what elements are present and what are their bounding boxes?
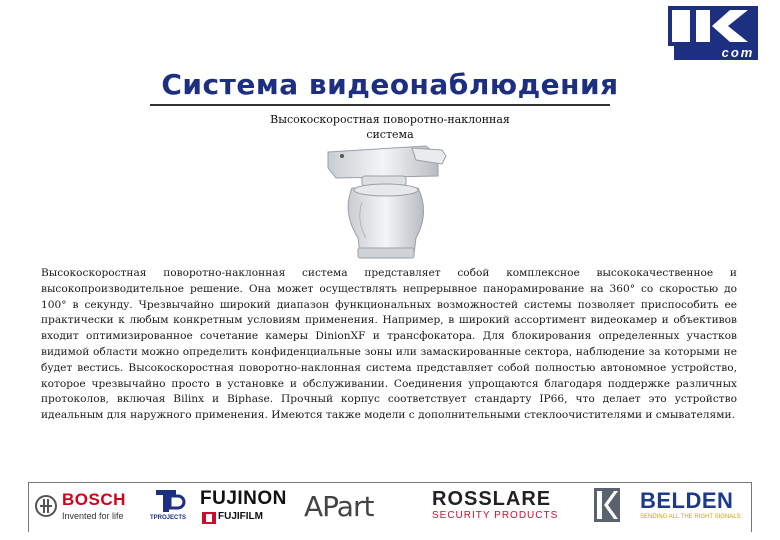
tp-tagline: TPROJECTS: [150, 515, 187, 521]
page-title: Система видеонаблюдения: [161, 68, 619, 101]
footer-left-border: [28, 482, 29, 532]
rosslare-tagline: SECURITY PRODUCTS: [432, 510, 559, 521]
ptz-camera-icon: [322, 142, 450, 262]
rosslare-logo: [432, 488, 582, 530]
fujinon-wordmark: FUJINON: [200, 488, 287, 509]
lk-mark-icon: [594, 488, 620, 522]
title-divider: [150, 104, 610, 106]
belden-wordmark: BELDEN: [640, 488, 734, 513]
tp-mark-icon: [150, 488, 190, 514]
lk-small-logo: [594, 488, 624, 530]
fujifilm-mark-icon: [202, 512, 216, 524]
apart-wordmark: APart: [304, 490, 374, 523]
logo-text: com: [721, 45, 755, 60]
bosch-logo: [34, 488, 164, 530]
rosslare-wordmark: ROSSLARE: [432, 488, 552, 510]
subtitle-line1: Высокоскоростная поворотно-наклонная: [270, 113, 510, 126]
footer-divider: [28, 482, 752, 483]
lk-com-logo: [668, 6, 758, 62]
belden-tagline: SENDING ALL THE RIGHT SIGNALS: [640, 514, 741, 520]
subtitle-line2: система: [366, 128, 414, 141]
footer-right-border: [751, 482, 752, 532]
fujifilm-wordmark: FUJIFILM: [218, 511, 263, 522]
description-paragraph: Высокоскоростная поворотно-наклонная система представляет собой комплексное высококачественное и высокопроизводительное решение. Она может осуществлять непрерывное панорамирование на 360° со скоростью до 100° в секунду. Чрезвычайно широкий диапазон функциональных возможностей системы позволяет приспособить ее практически к любым конкретным условиям применения. Например, в широкий ассортимент видеокамер и объективов входит оптимизированное сочетание камеры DinionXF и трансфокатора. Для блокирования определенных участков видимой области можно определить конфиденциальные зоны или замаскированные сектора, наблюдение за которыми не будет вестись. Высокоскоростная поворотно-наклонная система представляет собой полностью автономное устройство, которое чрезвычайно просто в установке и обслуживании. Соединения упрощаются благодаря поддержке различных протоколов, включая Bilinx и Biphase. Прочный корпус соответствует стандарту IP66, что делает это устройство идеальным для наружного применения. Имеются также модели с дополнительными стеклоочистителями и смывателями.: [41, 267, 737, 422]
bosch-armature-icon: [34, 494, 58, 518]
bosch-tagline: Invented for life: [62, 511, 124, 521]
page-subtitle: [240, 112, 540, 142]
bosch-wordmark: BOSCH: [62, 490, 126, 509]
fujinon-logo: [200, 488, 300, 530]
apart-logo: [304, 488, 424, 530]
belden-logo: [640, 488, 750, 530]
tprojects-logo: [150, 488, 194, 530]
